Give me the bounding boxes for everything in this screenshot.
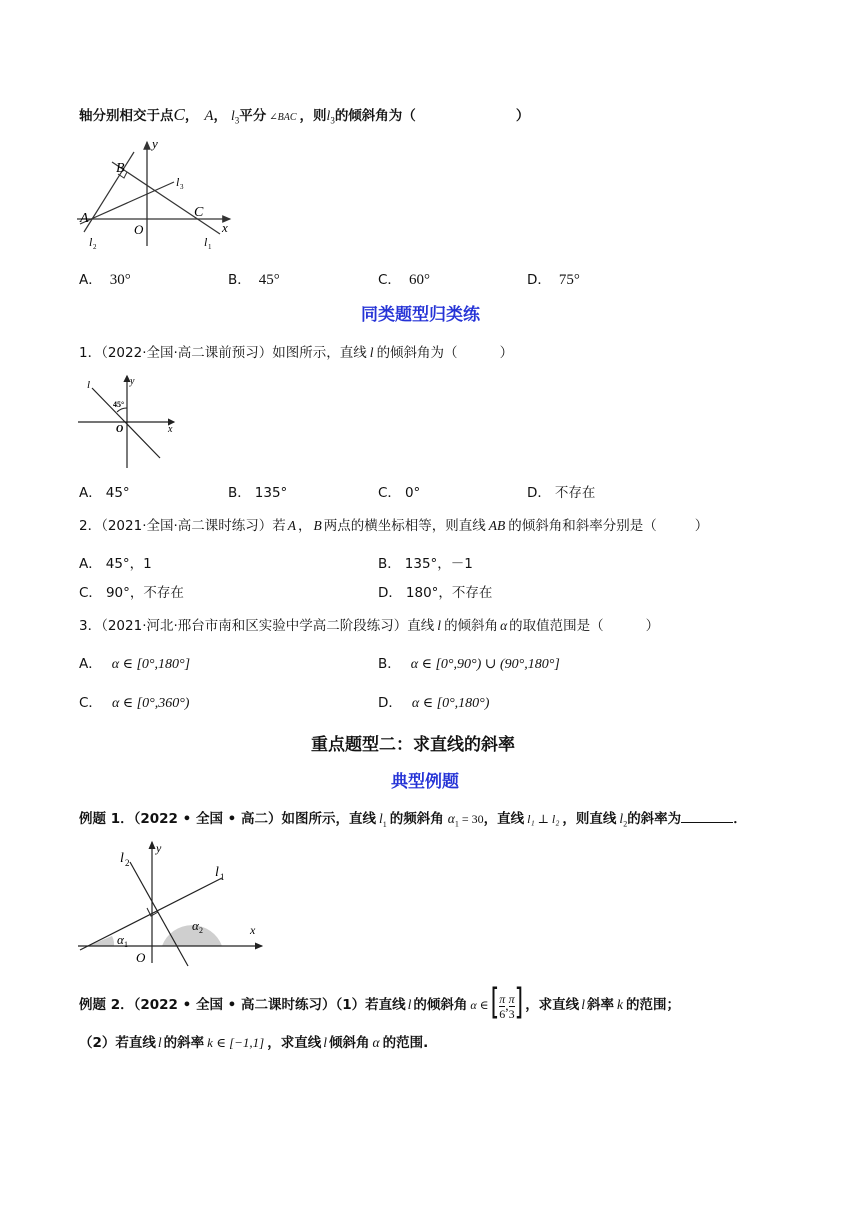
label-l2-sub: 2: [93, 243, 97, 251]
option-a[interactable]: [79, 268, 131, 289]
line-l: [92, 388, 160, 458]
example-text: ，求直线: [267, 1035, 322, 1051]
alpha-in: α ∈: [470, 998, 489, 1012]
label-y: y: [156, 841, 162, 855]
example-text: （2）若直线: [79, 1035, 156, 1051]
question-source: （2021·河北·邢台市南和区实验中学高二阶段练习）: [101, 618, 408, 634]
var-a: A: [287, 518, 297, 533]
label-l2-sub: 2: [125, 858, 130, 868]
example-text: 如图所示，直线: [281, 811, 376, 827]
figure-example1: [72, 838, 272, 968]
label-c: C: [194, 205, 204, 220]
bracket-right: ]: [514, 983, 524, 1024]
example-text: ，直线: [483, 811, 525, 827]
example-source: （2022 • 全国 • 高二）: [133, 811, 282, 827]
paren-close: ）: [499, 345, 514, 361]
question-number: 2．: [79, 518, 102, 534]
option-key: C．: [79, 585, 102, 601]
intro-line: [79, 104, 529, 126]
question-text: 直线: [407, 618, 435, 634]
q2-option-a[interactable]: [79, 552, 152, 572]
sub: 1: [454, 819, 459, 829]
label-y: y: [130, 376, 135, 387]
option-key: D．: [527, 272, 551, 288]
example-label: 例题 2．: [79, 997, 134, 1013]
label-x: x: [222, 220, 228, 235]
label-y: y: [152, 136, 158, 151]
question-text: 的倾斜角: [444, 618, 499, 634]
label-x: x: [168, 424, 173, 435]
q2-option-c[interactable]: [79, 581, 184, 601]
example-1: [79, 807, 747, 829]
q1-option-a[interactable]: [79, 481, 130, 501]
line-l3: l: [231, 108, 235, 123]
label-o: O: [136, 950, 146, 965]
example-text: 倾斜角: [328, 1035, 370, 1051]
q2-option-d[interactable]: [378, 581, 492, 601]
option-b[interactable]: [228, 268, 280, 289]
bracket-left: [: [490, 983, 500, 1024]
label-o: O: [116, 424, 124, 435]
option-value: 135°: [254, 485, 288, 501]
label-alpha1-sub: 1: [124, 940, 128, 949]
option-key: A．: [79, 556, 102, 572]
example-text: 的倾斜角: [413, 997, 468, 1013]
line-l3: [80, 182, 174, 224]
option-value: 不存在: [554, 485, 596, 501]
var-k: k: [616, 997, 623, 1012]
sub: 3: [234, 115, 240, 126]
label-angle: 45°: [113, 400, 125, 409]
sub: 3: [330, 115, 335, 126]
point-c: C: [173, 105, 185, 124]
example-text: ，求直线: [525, 997, 580, 1013]
option-key: B．: [378, 656, 401, 672]
option-key: A．: [79, 656, 102, 672]
question-source: （2021·全国·高二课时练习）: [101, 518, 273, 534]
option-d[interactable]: [527, 268, 580, 289]
question-1: [79, 341, 513, 361]
q1-option-c[interactable]: [378, 481, 420, 501]
question-text: 的取值范围是（: [509, 618, 604, 634]
intro-text: ，则: [299, 108, 327, 124]
var-alpha: α: [372, 1035, 380, 1050]
option-value: 75°: [558, 272, 580, 288]
example-2-part2: [79, 1031, 428, 1051]
question-text: 如图所示，直线: [272, 345, 367, 361]
option-value: 135°，－1: [404, 556, 473, 572]
comma: ,: [505, 998, 509, 1013]
label-l1-sub: 1: [220, 872, 225, 882]
q3-option-a[interactable]: [79, 652, 190, 673]
example-text: 的斜率: [163, 1035, 205, 1051]
question-source: （2022·全国·高二课前预习）: [101, 345, 273, 361]
var-l2: l: [619, 811, 624, 826]
option-key: C．: [79, 695, 102, 711]
option-key: C．: [378, 485, 401, 501]
interval-pi6-pi3: [491, 982, 524, 1028]
label-a: A: [80, 211, 89, 226]
question-number: 1．: [79, 345, 102, 361]
frac-num: π: [499, 991, 506, 1006]
line-l1: [112, 162, 220, 234]
question-text: 的倾斜角为（: [376, 345, 458, 361]
intro-text: 轴分别相交于点: [79, 108, 174, 124]
perp-expr: l₁ ⊥ l₂: [527, 812, 560, 826]
q3-option-c[interactable]: [79, 691, 189, 712]
example-text: 的斜率为: [627, 811, 682, 827]
label-l3-sub: 3: [180, 183, 184, 191]
sep: ，: [213, 108, 228, 124]
var-alpha: α: [500, 618, 508, 633]
var-l1: l: [378, 811, 383, 826]
example-source: （2022 • 全国 • 高二课时练习）: [133, 997, 336, 1013]
label-alpha2-sub: 2: [199, 926, 203, 935]
paren-close: ）: [645, 618, 660, 634]
option-value: 90°，不存在: [105, 585, 184, 601]
option-c[interactable]: [378, 268, 430, 289]
var-alpha: α: [447, 811, 455, 826]
q2-option-b[interactable]: [378, 552, 473, 572]
var-l: l: [437, 618, 442, 633]
intro-text: 的倾斜角为（: [334, 108, 416, 124]
option-key: D．: [378, 695, 402, 711]
option-value: 45°，1: [105, 556, 152, 572]
option-value: 180°，不存在: [405, 585, 493, 601]
line-l2: [84, 152, 134, 232]
option-key: B．: [228, 272, 251, 288]
frac-num: π: [508, 991, 515, 1006]
option-key: B．: [228, 485, 251, 501]
frac-den: 6: [499, 1006, 506, 1021]
example-text: 的频斜角: [389, 811, 444, 827]
bisect-text: 平分: [239, 108, 267, 124]
label-l1: l: [215, 865, 219, 880]
sep: ，: [184, 108, 199, 124]
var-l: l: [157, 1035, 162, 1050]
option-value: 45°: [258, 272, 280, 288]
label-o: O: [134, 222, 144, 237]
option-key: B．: [378, 556, 401, 572]
label-l1-sub: 1: [208, 243, 212, 251]
section-title-examples: 典型例题: [391, 772, 459, 792]
section-title-similar: 同类题型归类练: [361, 305, 480, 325]
q3-option-b[interactable]: [378, 652, 560, 673]
example-text: 的范围.: [382, 1035, 429, 1051]
line-l3: l: [326, 108, 331, 123]
var-ab: AB: [488, 518, 506, 533]
sep: ，: [298, 518, 312, 534]
label-alpha2: α: [192, 918, 199, 933]
example-2: [79, 982, 680, 1028]
var-l: l: [581, 997, 585, 1012]
label-b: B: [116, 161, 125, 176]
var-l: l: [407, 997, 412, 1012]
option-value: 0°: [404, 485, 421, 501]
example-text: （1）若直线: [335, 997, 406, 1013]
option-key: D．: [378, 585, 402, 601]
sub: 1: [382, 819, 387, 829]
option-key: D．: [527, 485, 551, 501]
option-value: α ∈ [0°,360°): [111, 696, 190, 711]
option-value: 30°: [109, 272, 131, 288]
option-value: α ∈ [0°,180°): [411, 696, 490, 711]
question-3: [79, 614, 659, 634]
question-2: [79, 514, 708, 534]
option-value: 45°: [105, 485, 130, 501]
label-l1: l: [204, 235, 208, 249]
question-text: 两点的横坐标相等，则直线: [323, 518, 486, 534]
paren-close: ）: [694, 518, 709, 534]
label-l2: l: [89, 235, 93, 249]
period: ．: [733, 811, 747, 827]
label-l2: l: [120, 851, 124, 866]
section-title-type2: 重点题型二：求直线的斜率: [311, 735, 515, 755]
paren-close: ）: [515, 108, 530, 124]
figure-q1: [72, 372, 182, 472]
question-text: 若: [272, 518, 286, 534]
option-key: C．: [378, 272, 401, 288]
figure-triangle: [72, 134, 237, 252]
label-l3: l: [176, 175, 180, 189]
option-key: A．: [79, 272, 102, 288]
k-in-interval: k ∈ [−1,1]: [207, 1035, 265, 1050]
var-l: l: [323, 1035, 327, 1050]
label-l: l: [87, 379, 91, 391]
question-number: 3．: [79, 618, 102, 634]
frac-den: 3: [508, 1006, 515, 1021]
answer-blank[interactable]: [681, 810, 733, 823]
option-value: 60°: [408, 272, 430, 288]
option-value: α ∈ [0°,180°]: [111, 657, 191, 672]
q1-option-b[interactable]: [228, 481, 287, 501]
label-alpha1: α: [117, 932, 124, 947]
eq-value: = 30: [458, 812, 484, 826]
var-b: B: [313, 518, 322, 533]
example-text: 的范围；: [625, 997, 680, 1013]
example-label: 例题 1．: [79, 811, 134, 827]
example-text: 斜率: [586, 997, 614, 1013]
q1-option-d[interactable]: [527, 481, 595, 501]
label-x: x: [250, 923, 256, 937]
var-l: l: [369, 345, 374, 360]
example-text: ，则直线: [562, 811, 617, 827]
q3-option-d[interactable]: [378, 691, 489, 712]
point-a: A: [204, 108, 214, 124]
angle-bac: ∠BAC: [269, 112, 297, 123]
option-value: α ∈ [0°,90°) ∪ (90°,180°]: [410, 657, 560, 672]
option-key: A．: [79, 485, 102, 501]
sub: 2: [623, 819, 628, 829]
question-text: 的倾斜角和斜率分别是（: [508, 518, 657, 534]
